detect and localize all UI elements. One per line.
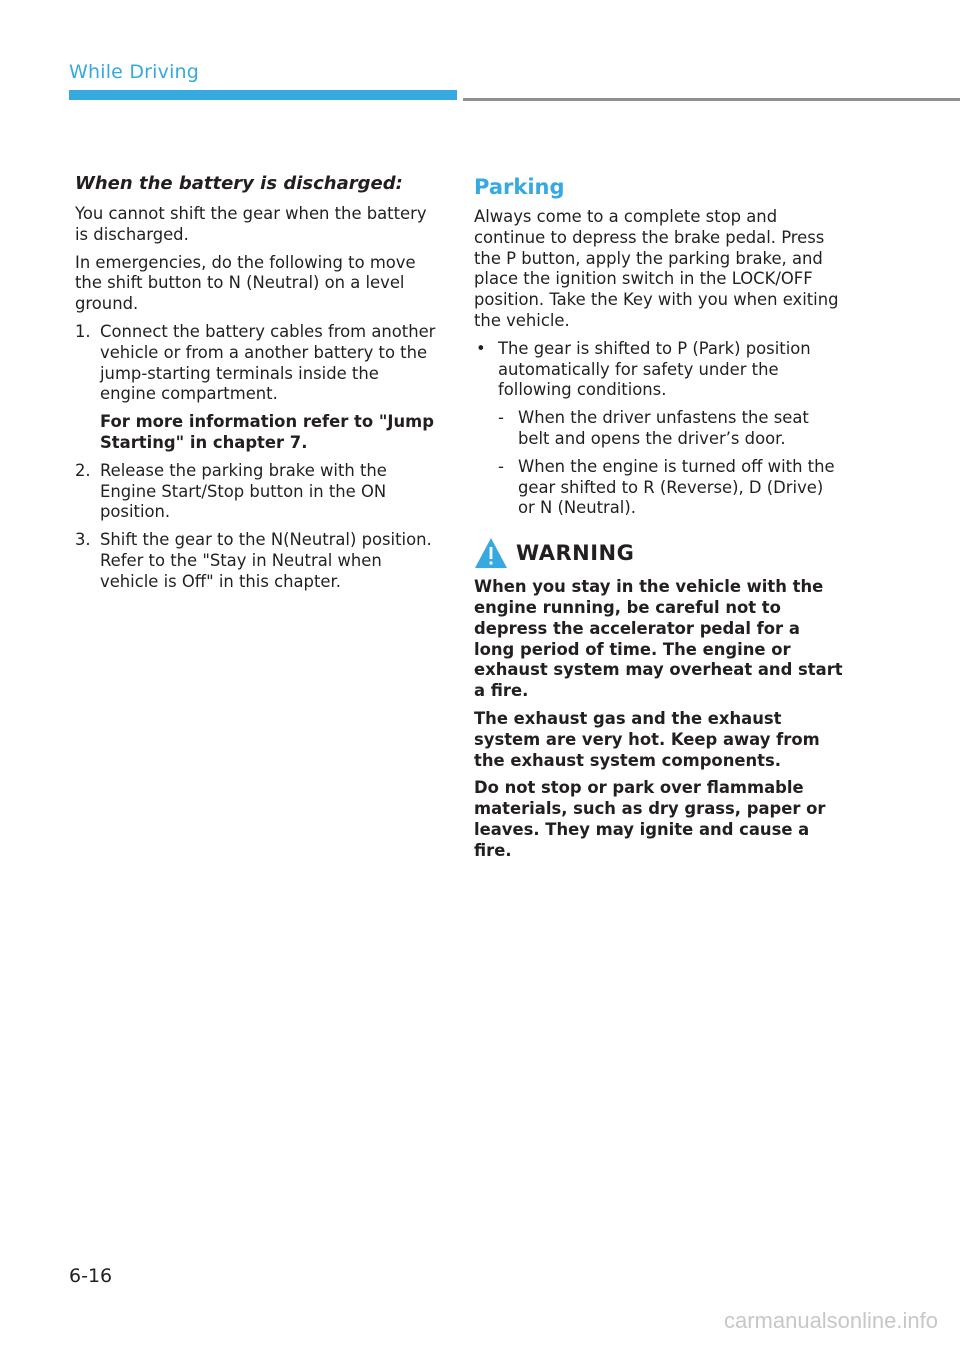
list-item	[474, 408, 844, 450]
warning-title: WARNING	[516, 540, 635, 565]
right-column	[474, 172, 844, 869]
header-divider	[463, 98, 960, 101]
step-number: 1.	[75, 321, 91, 341]
warning-triangle-icon	[474, 537, 508, 569]
warning-text: When you stay in the vehicle with the engine running, be careful not to depress the accelerator pedal for a long period of time. The engine or exhaust system may overheat and start a fire.	[474, 577, 843, 701]
list-item	[474, 457, 844, 519]
parking-heading: Parking	[474, 175, 565, 199]
step-text: Shift the gear to the N(Neutral) position. Refer to the "Stay in Neutral when vehicle is Off" in this chapter.	[100, 530, 432, 591]
step-text: Connect the battery cables from another vehicle or from a another battery to the jump-starting terminals inside the engine compartment.	[100, 321, 436, 404]
step-text: Release the parking brake with the Engine Start/Stop button in the ON position.	[100, 460, 387, 522]
header-accent-bar	[69, 90, 457, 100]
dash-marker: -	[498, 456, 504, 476]
page-number: 6-16	[69, 1265, 113, 1287]
watermark[interactable]: carmanualsonline.info	[723, 1308, 938, 1333]
dash-marker: -	[498, 408, 504, 428]
list-item	[75, 461, 437, 523]
dash-text: When the engine is turned off with the gear shifted to R (Reverse), D (Drive) or N (Neutral).	[518, 456, 835, 518]
list-item	[474, 339, 844, 401]
warning-text: Do not stop or park over flammable materials, such as dry grass, paper or leaves. They may ignite and cause a fire.	[474, 778, 826, 860]
steps-list	[75, 322, 437, 593]
step-number: 2.	[75, 460, 91, 480]
list-item	[75, 322, 437, 454]
parking-intro: Always come to a complete stop and continue to depress the brake pedal. Press the P button, apply the parking brake, and place the ignition switch in the LOCK/OFF position. Take the Key with you when exiting the vehicle.	[474, 207, 839, 330]
step-note: For more information refer to "Jump Starting" in chapter 7.	[100, 412, 434, 452]
warning-text: The exhaust gas and the exhaust system are very hot. Keep away from the exhaust system components.	[474, 708, 820, 770]
warning-box	[474, 537, 844, 861]
step-number: 3.	[75, 530, 91, 550]
battery-subheading: When the battery is discharged:	[75, 173, 403, 194]
left-column	[75, 172, 437, 600]
chapter-title: While Driving	[69, 61, 200, 83]
bullet-marker: •	[476, 338, 486, 358]
bullet-text: The gear is shifted to P (Park) position automatically for safety under the following conditions.	[498, 338, 811, 400]
paragraph: In emergencies, do the following to move the shift button to N (Neutral) on a level ground.	[75, 252, 416, 314]
dash-text: When the driver unfastens the seat belt and opens the driver’s door.	[518, 408, 809, 448]
list-item	[75, 530, 437, 592]
warning-header	[474, 537, 844, 569]
paragraph: You cannot shift the gear when the battery is discharged.	[75, 204, 427, 244]
